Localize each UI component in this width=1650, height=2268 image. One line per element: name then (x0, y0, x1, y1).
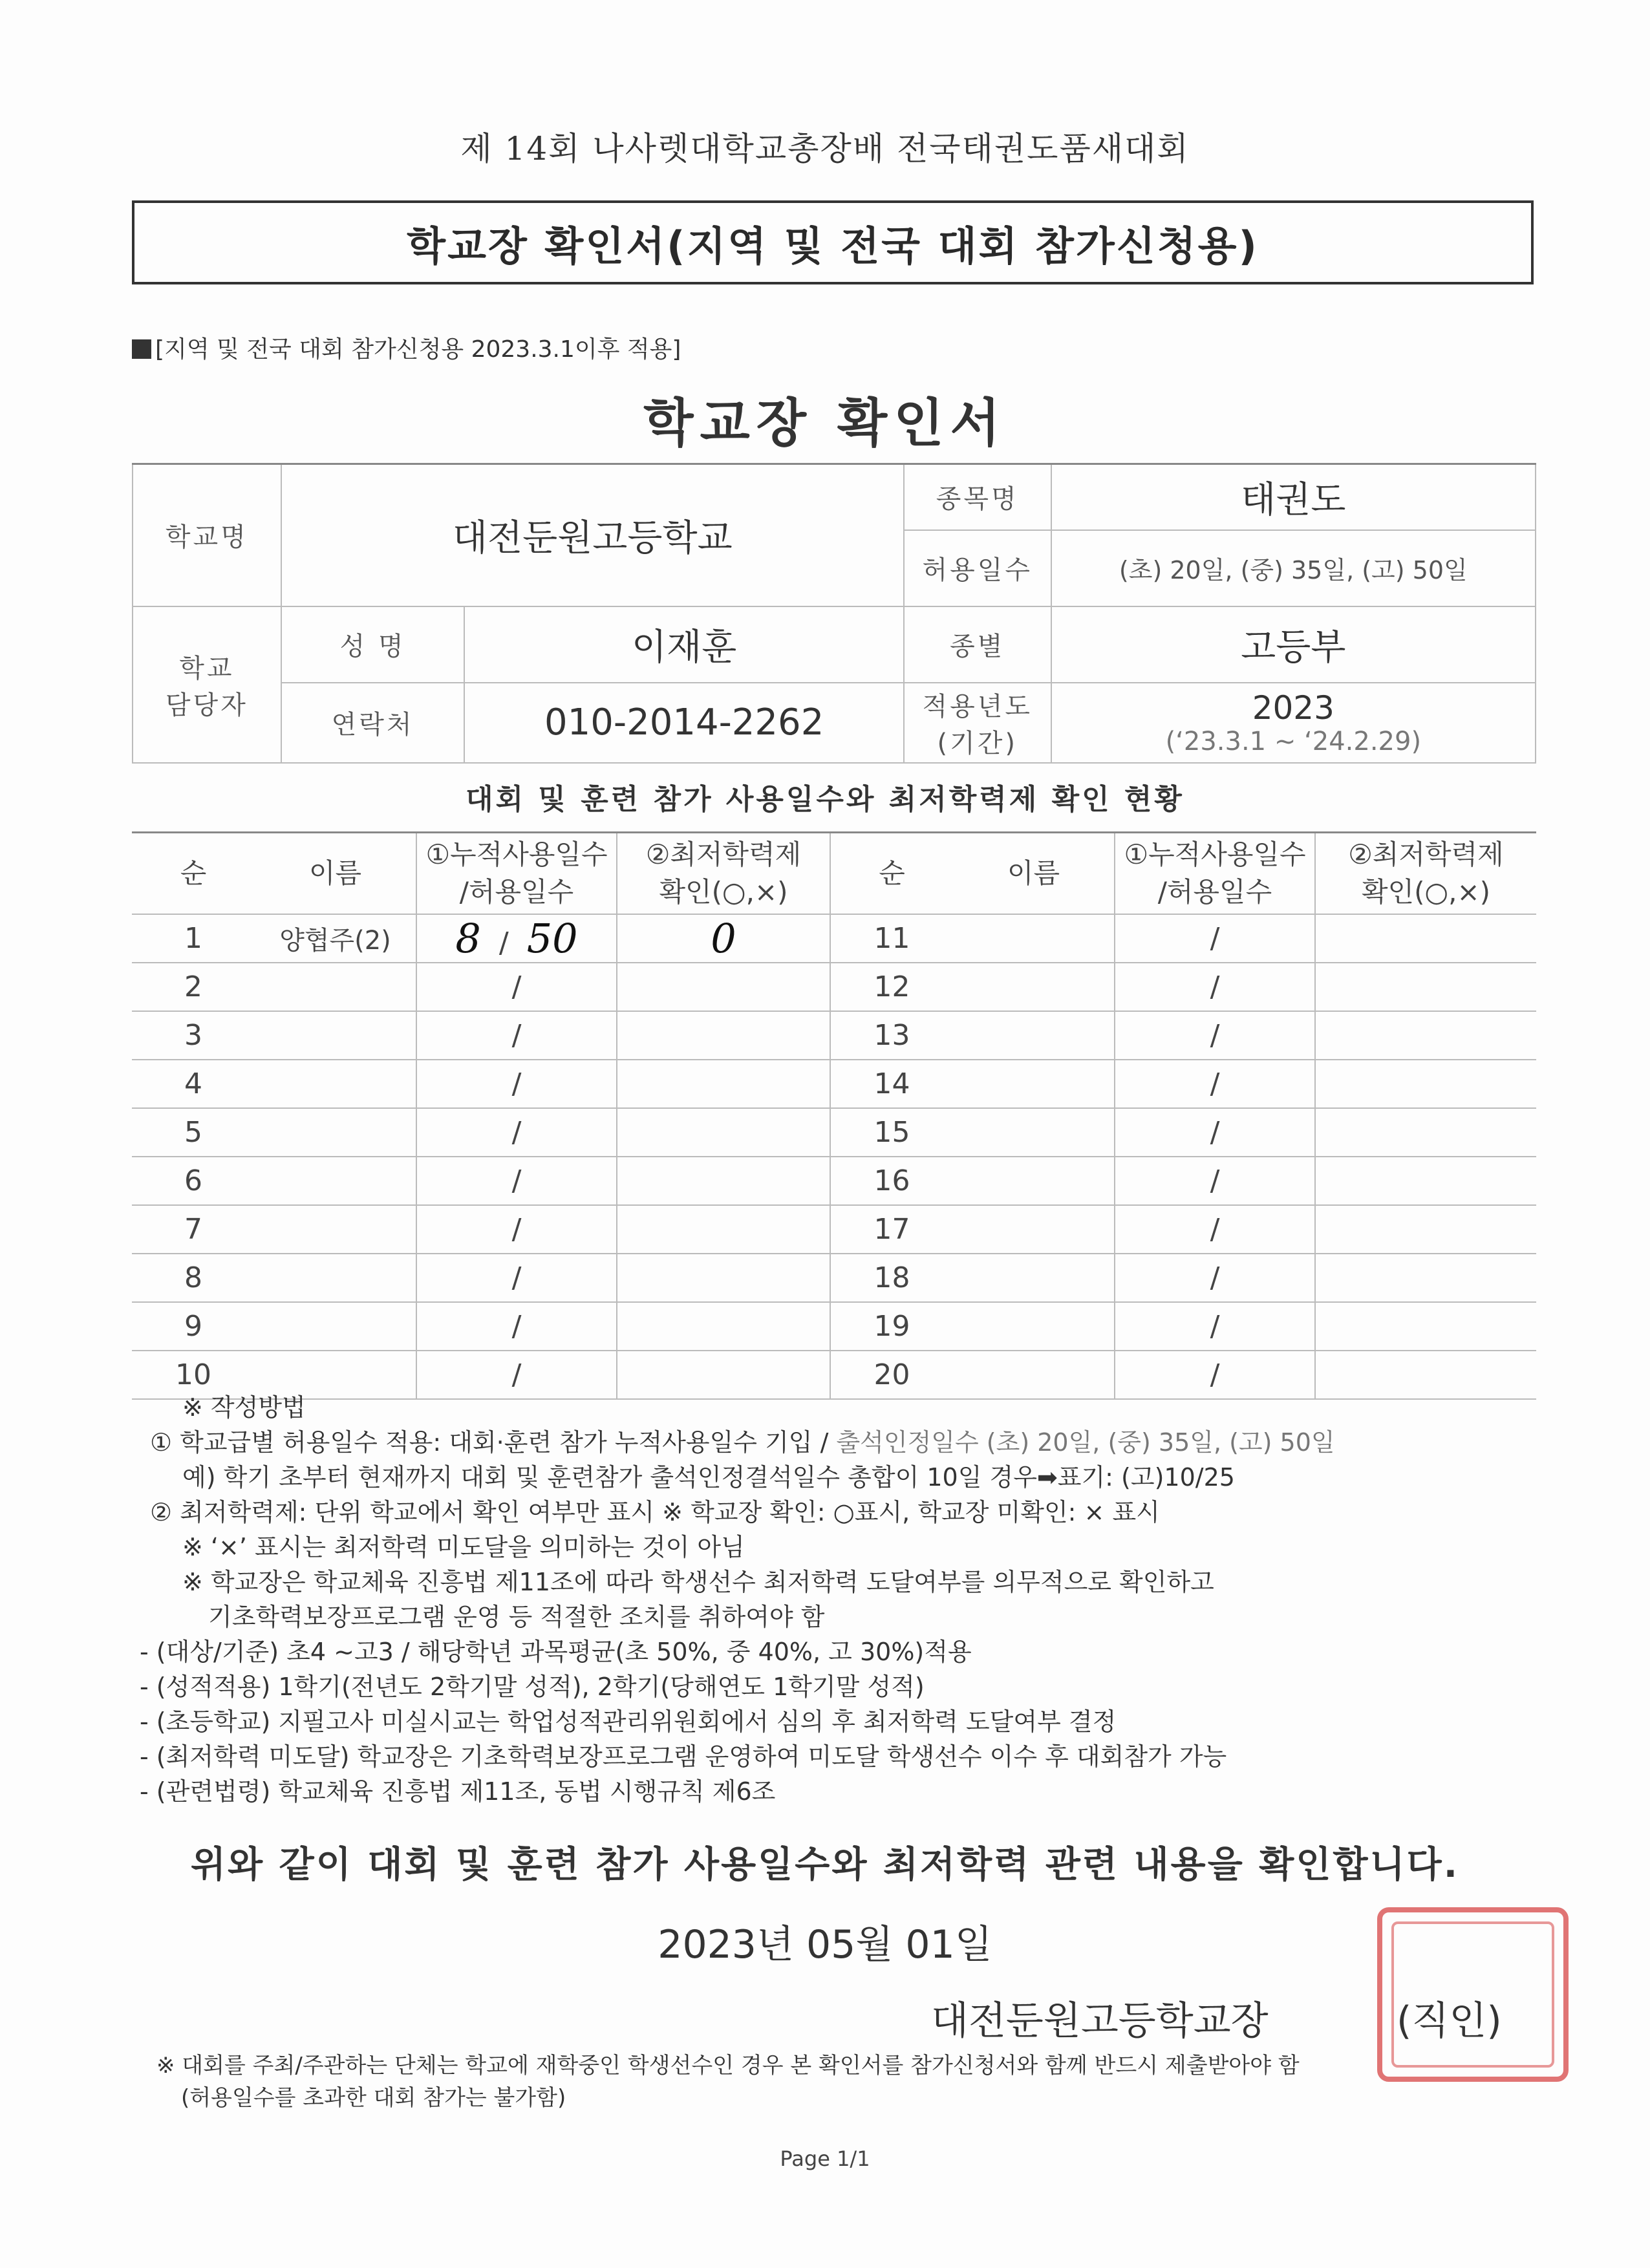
row-name (255, 914, 416, 963)
slash: / (1210, 922, 1220, 955)
header-days-line1: ①누적사용일수 (1124, 839, 1306, 870)
slash: / (1210, 1116, 1220, 1149)
row-number: 1 (132, 914, 255, 963)
row-days (416, 914, 617, 963)
athlete-name: 양협주(2) (279, 926, 391, 956)
instructions (140, 1390, 1540, 1809)
instructions-heading: ※ 작성방법 (182, 1393, 306, 1422)
row-days (1115, 1011, 1315, 1060)
footnote (156, 2049, 1519, 2114)
footnote-line1: ※ 대회를 주최/주관하는 단체는 학교에 재학중인 학생선수인 경우 본 확인서를 참가신청서와 함께 반드시 제출받아야 함 (156, 2053, 1300, 2079)
row-name (255, 1205, 416, 1254)
event-title: 제 14회 나사렛대학교총장배 전국태권도품새대회 (460, 130, 1190, 167)
row-name (953, 1205, 1115, 1254)
year-label-line2: (기간) (937, 728, 1018, 758)
row-check (617, 1302, 830, 1351)
row-check (1315, 1108, 1536, 1157)
header-no-right: 순 (830, 833, 953, 915)
row-number: 5 (132, 1108, 255, 1157)
instruction-line-5: ※ 학교장은 학교체육 진흥법 제11조에 따라 학생선수 최저학력 도달여부를 의무적으로 확인하고 (182, 1568, 1214, 1596)
table-row (132, 914, 1536, 963)
instruction-line-11: - (관련법령) 학교체육 진흥법 제11조, 동법 시행규칙 제6조 (140, 1777, 776, 1806)
slash: / (498, 926, 509, 959)
footnote-line2: (허용일수를 초과한 대회 참가는 불가함) (181, 2085, 566, 2111)
principal-name: 대전둔원고등학교장 (931, 1998, 1269, 2044)
slash: / (1210, 1164, 1220, 1197)
division-label: 종별 (904, 606, 1051, 683)
row-number: 17 (830, 1205, 953, 1254)
row-number: 18 (830, 1254, 953, 1302)
division-value: 고등부 (1051, 606, 1536, 683)
row-name (255, 1060, 416, 1108)
instruction-line-9: - (초등학교) 지필고사 미실시교는 학업성적관리위원회에서 심의 후 최저학력 도달여부 결정 (140, 1707, 1117, 1736)
row-number: 8 (132, 1254, 255, 1302)
info-table (132, 463, 1536, 764)
slash: / (1210, 1261, 1220, 1294)
table-row (132, 1302, 1536, 1351)
header-check-left (617, 833, 830, 915)
slash: / (1210, 970, 1220, 1003)
row-days (1115, 1205, 1315, 1254)
section-title: 대회 및 훈련 참가 사용일수와 최저학력제 확인 현황 (466, 783, 1184, 816)
confirmation-statement: 위와 같이 대회 및 훈련 참가 사용일수와 최저학력 관련 내용을 확인합니다. (190, 1844, 1460, 1886)
slash: / (511, 1310, 522, 1343)
row-name (953, 1157, 1115, 1205)
row-number: 20 (830, 1351, 953, 1399)
contact-value: 010-2014-2262 (464, 683, 903, 763)
row-number: 16 (830, 1157, 953, 1205)
header-check-right (1315, 833, 1536, 915)
row-number: 4 (132, 1060, 255, 1108)
instruction-line-3: ② 최저학력제: 단위 학교에서 확인 여부만 표시 ※ 학교장 확인: ○표시, 학교장 미확인: × 표시 (150, 1498, 1160, 1526)
school-name-value: 대전둔원고등학교 (281, 464, 904, 606)
table-row (132, 1060, 1536, 1108)
row-days (1115, 914, 1315, 963)
staff-label-line2: 담당자 (165, 690, 248, 720)
slash: / (1210, 1310, 1220, 1343)
row-check (1315, 1302, 1536, 1351)
slash: / (511, 970, 522, 1003)
used-days: 8 (455, 915, 481, 962)
instruction-line-7: - (대상/기준) 초4 ~고3 / 해당학년 과목평균(초 50%, 중 40%, 고 30%)적용 (140, 1638, 972, 1666)
header-name-right: 이름 (953, 833, 1115, 915)
sport-value: 태권도 (1051, 464, 1536, 530)
row-name (255, 1254, 416, 1302)
header-days-line2: /허용일수 (1157, 876, 1272, 908)
slash: / (511, 1164, 522, 1197)
year-label (904, 683, 1051, 763)
year-value: 2023 (1252, 689, 1334, 727)
check-mark: 0 (711, 915, 736, 962)
row-days (1115, 963, 1315, 1011)
row-name (255, 1302, 416, 1351)
row-number: 7 (132, 1205, 255, 1254)
row-check (1315, 1060, 1536, 1108)
row-days (416, 1011, 617, 1060)
header-no-left: 순 (132, 833, 255, 915)
slash: / (511, 1019, 522, 1052)
row-days (416, 1205, 617, 1254)
row-name (953, 914, 1115, 963)
square-bullet-icon (132, 339, 151, 359)
row-number: 9 (132, 1302, 255, 1351)
staff-label (133, 606, 281, 763)
instruction-line-4: ※ ‘×’ 표시는 최저학력 미도달을 의미하는 것이 아님 (182, 1533, 745, 1561)
header-days-left (416, 833, 617, 915)
usage-notice-text: [지역 및 전국 대회 참가신청용 2023.3.1이후 적용] (155, 336, 681, 363)
header-days-right (1115, 833, 1315, 915)
allowed-days-value: (초) 20일, (중) 35일, (고) 50일 (1051, 530, 1536, 606)
row-number: 12 (830, 963, 953, 1011)
document-title: 학교장 확인서 (643, 393, 1007, 453)
row-days (1115, 1254, 1315, 1302)
usage-table (132, 831, 1536, 1400)
table-row (132, 1011, 1536, 1060)
year-cell (1051, 683, 1536, 763)
slash: / (511, 1213, 522, 1246)
row-check (617, 1157, 830, 1205)
row-number: 13 (830, 1011, 953, 1060)
instruction-line-10: - (최저학력 미도달) 학교장은 기초학력보장프로그램 운영하여 미도달 학생선수 이수 후 대회참가 가능 (140, 1742, 1227, 1771)
instruction-line (150, 1425, 1540, 1460)
instruction-line-2: 예) 학기 초부터 현재까지 대회 및 훈련참가 출석인정결석일수 총합이 10일 경우➡표기: (고)10/25 (182, 1463, 1235, 1492)
slash: / (1210, 1019, 1220, 1052)
row-number: 15 (830, 1108, 953, 1157)
row-check (1315, 914, 1536, 963)
header-name-left: 이름 (255, 833, 416, 915)
row-name (255, 1108, 416, 1157)
staff-label-line1: 학교 (179, 653, 235, 683)
usage-notice (132, 331, 681, 364)
header-days-line1: ①누적사용일수 (425, 839, 608, 870)
row-check (1315, 1157, 1536, 1205)
instruction-line-8: - (성적적용) 1학기(전년도 2학기말 성적), 2학기(당해연도 1학기말 성적) (140, 1673, 925, 1701)
row-name (953, 1011, 1115, 1060)
row-check (617, 1060, 830, 1108)
row-days (1115, 1108, 1315, 1157)
row-days (1115, 1060, 1315, 1108)
table-row (132, 963, 1536, 1011)
name-value: 이재훈 (464, 606, 903, 683)
row-name (953, 1254, 1115, 1302)
row-days (416, 963, 617, 1011)
row-days (416, 1302, 617, 1351)
row-number: 14 (830, 1060, 953, 1108)
slash: / (1210, 1067, 1220, 1100)
form-banner (132, 200, 1534, 284)
header-check-line2: 확인(○,×) (659, 876, 788, 908)
row-name (953, 1302, 1115, 1351)
header-check-line1: ②최저학력제 (645, 839, 802, 870)
slash: / (511, 1261, 522, 1294)
page-number: Page 1/1 (780, 2146, 870, 2171)
header-check-line1: ②최저학력제 (1348, 839, 1504, 870)
row-number: 10 (132, 1351, 255, 1399)
row-number: 2 (132, 963, 255, 1011)
allowed-days: 50 (526, 915, 578, 962)
contact-label: 연락처 (281, 683, 465, 763)
row-check (617, 1108, 830, 1157)
table-row (132, 1254, 1536, 1302)
sport-label: 종목명 (904, 464, 1051, 530)
table-row (132, 1108, 1536, 1157)
header-days-line2: /허용일수 (459, 876, 574, 908)
row-check (617, 1011, 830, 1060)
slash: / (511, 1067, 522, 1100)
table-row (132, 1157, 1536, 1205)
issue-date: 2023년 05월 01일 (658, 1922, 992, 1967)
row-name (255, 963, 416, 1011)
row-name (255, 1157, 416, 1205)
year-label-line1: 적용년도 (922, 691, 1033, 722)
instruction-line-1a: ① 학교급별 허용일수 적용: 대회·훈련 참가 누적사용일수 기입 / (150, 1428, 837, 1457)
row-days (416, 1060, 617, 1108)
name-label: 성 명 (281, 606, 465, 683)
seal-label: (직인) (1397, 1998, 1502, 2044)
slash: / (511, 1116, 522, 1149)
row-number: 19 (830, 1302, 953, 1351)
slash: / (511, 1358, 522, 1391)
instruction-line-1b: 출석인정일수 (초) 20일, (중) 35일, (고) 50일 (836, 1428, 1335, 1457)
row-check (617, 963, 830, 1011)
row-check (617, 1254, 830, 1302)
header-check-line2: 확인(○,×) (1361, 876, 1491, 908)
slash: / (1210, 1358, 1220, 1391)
row-days (416, 1108, 617, 1157)
year-period: (‘23.3.1 ~ ‘24.2.29) (1165, 726, 1422, 756)
row-days (1115, 1157, 1315, 1205)
usage-table-body (132, 914, 1536, 1399)
row-name (953, 1060, 1115, 1108)
instruction-line-6: 기초학력보장프로그램 운영 등 적절한 조치를 취하여야 함 (208, 1603, 825, 1631)
row-days (416, 1157, 617, 1205)
allowed-days-label: 허용일수 (904, 530, 1051, 606)
slash: / (1210, 1213, 1220, 1246)
form-banner-text: 학교장 확인서(지역 및 전국 대회 참가신청용) (407, 222, 1259, 270)
row-name (953, 963, 1115, 1011)
row-check (617, 1205, 830, 1254)
row-check (1315, 1254, 1536, 1302)
row-days (1115, 1302, 1315, 1351)
row-check (1315, 963, 1536, 1011)
row-check (1315, 1011, 1536, 1060)
row-days (416, 1254, 617, 1302)
row-number: 11 (830, 914, 953, 963)
row-check (1315, 1205, 1536, 1254)
row-name (953, 1108, 1115, 1157)
row-number: 6 (132, 1157, 255, 1205)
row-check (617, 914, 830, 963)
school-name-label: 학교명 (133, 464, 281, 606)
row-name (255, 1011, 416, 1060)
row-number: 3 (132, 1011, 255, 1060)
table-row (132, 1205, 1536, 1254)
